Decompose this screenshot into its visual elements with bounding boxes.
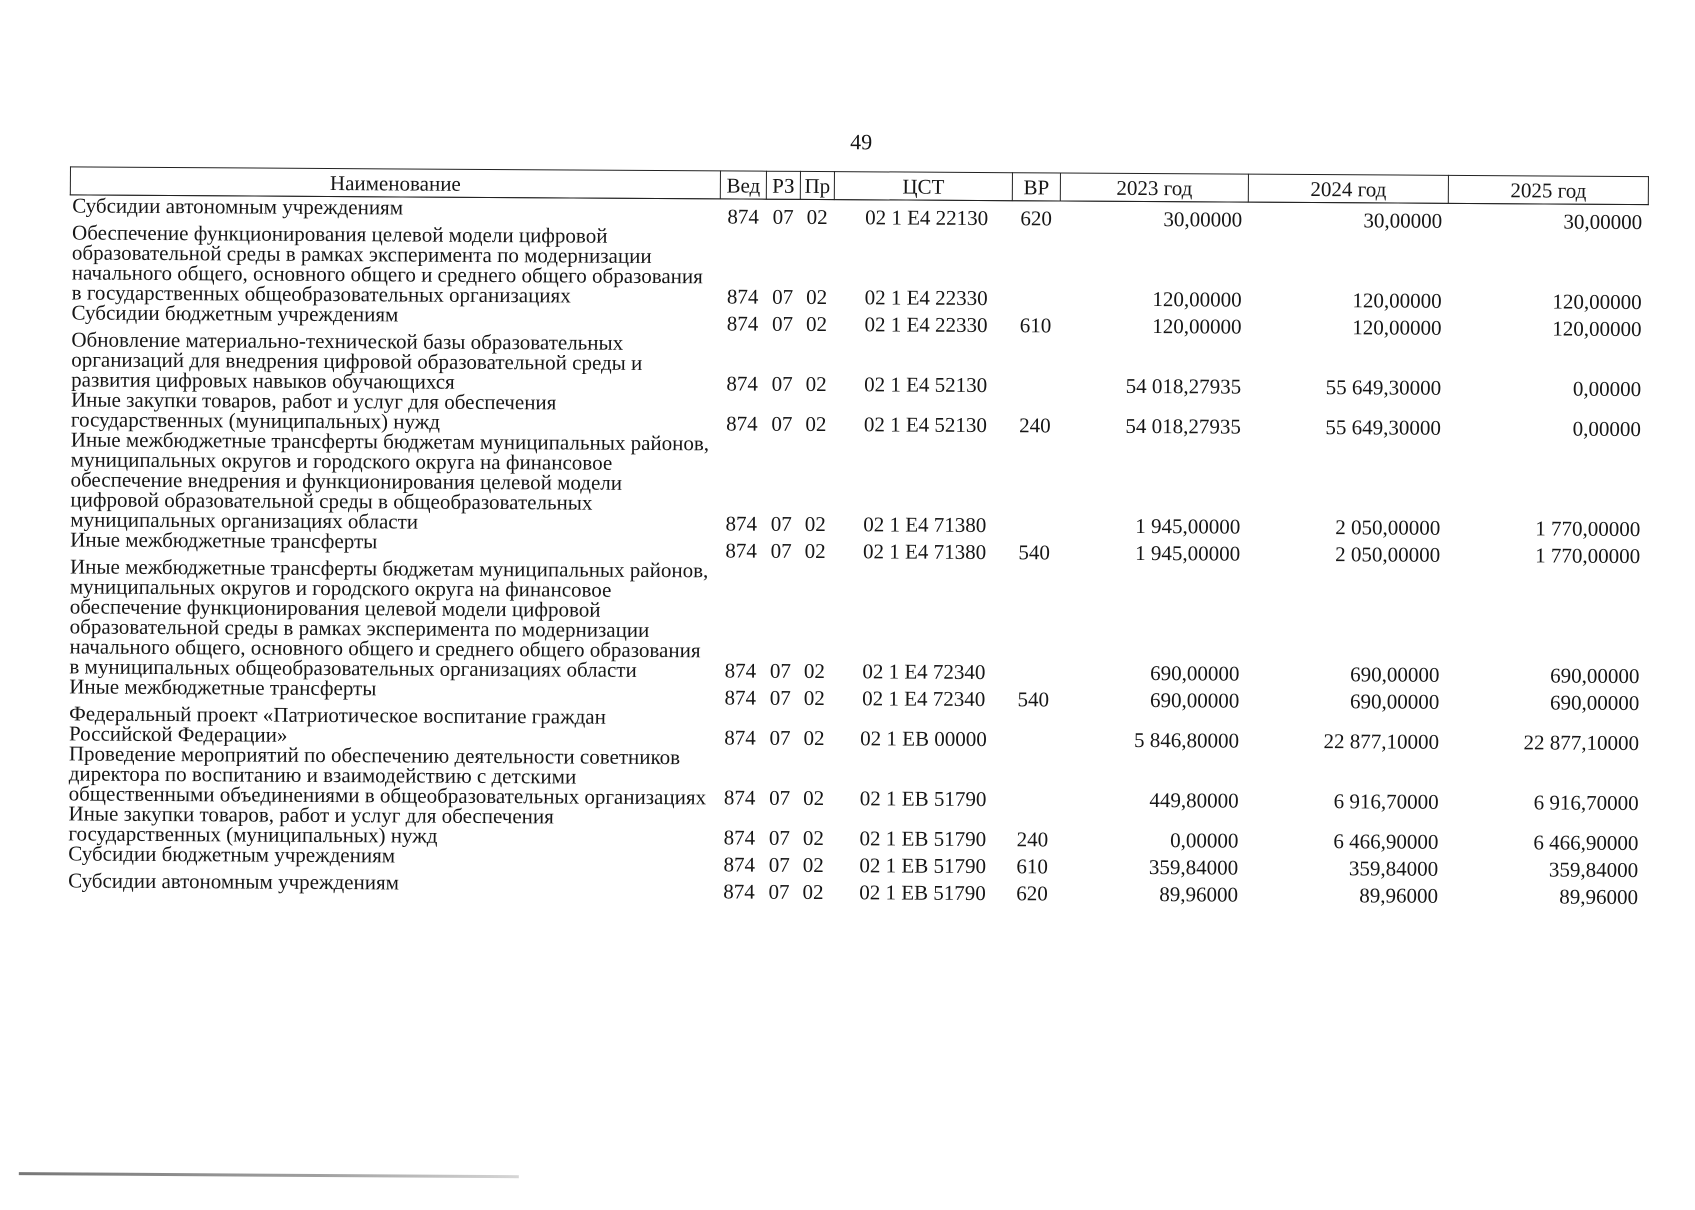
row-2024: 6 466,90000 <box>1333 828 1439 854</box>
row-ved: 874 <box>724 684 757 710</box>
row-pr: 02 <box>804 538 826 563</box>
row-2024: 2 050,00000 <box>1335 541 1441 567</box>
row-2023: 54 018,27935 <box>1125 373 1242 399</box>
row-cst: 02 1 EB 00000 <box>860 725 987 751</box>
row-cst: 02 1 E4 22130 <box>865 204 989 230</box>
row-rz: 07 <box>770 511 792 536</box>
header-rz: РЗ <box>766 171 800 199</box>
row-cst: 02 1 E4 72340 <box>862 658 986 684</box>
row-ved: 874 <box>725 510 758 536</box>
row-vr <box>1010 435 1059 535</box>
row-ved: 874 <box>723 878 755 904</box>
row-2025: 120,00000 <box>1552 315 1642 341</box>
row-rz: 07 <box>769 725 791 750</box>
row-2025: 6 916,70000 <box>1533 789 1639 815</box>
row-ved: 874 <box>724 724 756 750</box>
row-2024: 22 877,10000 <box>1323 728 1440 754</box>
row-vr: 620 <box>1020 205 1053 230</box>
header-2023: 2023 год <box>1060 173 1248 202</box>
table-row <box>67 556 1646 686</box>
row-ved: 874 <box>726 410 758 436</box>
row-2024: 55 649,30000 <box>1325 414 1441 440</box>
row-ved: 874 <box>726 283 759 309</box>
row-ved: 874 <box>727 203 760 229</box>
row-rz: 07 <box>771 371 793 396</box>
row-pr: 02 <box>806 284 828 309</box>
row-rz: 07 <box>772 284 794 309</box>
row-pr: 02 <box>803 725 825 750</box>
row-2024: 690,00000 <box>1350 661 1440 687</box>
row-pr: 02 <box>803 685 825 710</box>
row-name: Иные межбюджетные трансферты <box>69 673 377 700</box>
row-2025: 690,00000 <box>1550 662 1640 688</box>
row-cst: 02 1 E4 71380 <box>863 538 987 564</box>
header-pr: Пр <box>800 171 834 199</box>
row-vr <box>1009 709 1057 749</box>
row-vr <box>1011 335 1059 395</box>
row-2024: 30,00000 <box>1363 207 1443 233</box>
row-ved: 874 <box>726 310 759 336</box>
row-cst: 02 1 EB 51790 <box>859 785 987 811</box>
row-vr: 540 <box>1018 539 1050 564</box>
row-cst: 02 1 EB 51790 <box>859 852 987 878</box>
row-cst: 02 1 E4 22330 <box>864 284 988 310</box>
row-ved: 874 <box>723 784 756 810</box>
row-name: Федеральный проект «Патриотическое воспитание граждан Российской Федерации» <box>68 700 606 747</box>
header-2024: 2024 год <box>1248 174 1448 203</box>
row-pr: 02 <box>802 825 824 850</box>
row-rz: 07 <box>768 852 790 877</box>
header-name: Наименование <box>70 167 720 199</box>
budget-table <box>66 166 1649 909</box>
row-2023: 359,84000 <box>1148 854 1239 880</box>
row-pr: 02 <box>804 511 826 536</box>
row-2023: 690,00000 <box>1149 687 1240 713</box>
row-ved: 874 <box>725 537 757 563</box>
row-2025: 6 466,90000 <box>1533 829 1639 855</box>
row-cst: 02 1 EB 51790 <box>859 879 986 905</box>
row-2023: 690,00000 <box>1150 660 1240 686</box>
row-rz: 07 <box>769 785 791 810</box>
row-ved: 874 <box>724 657 757 683</box>
row-2023: 5 846,80000 <box>1133 727 1240 753</box>
row-vr <box>1012 228 1060 308</box>
table-row <box>68 429 1647 539</box>
row-2025: 22 877,10000 <box>1523 729 1640 755</box>
row-name: Обновление материально-технической базы образовательных организаций для внедрения цифровой образовательной среды и развития цифровых навыков обучающихся <box>71 326 643 394</box>
row-2024: 120,00000 <box>1352 314 1442 340</box>
page-number: 49 <box>850 129 873 155</box>
row-name: Иные закупки товаров, работ и услуг для обеспечения государственных (муниципальных) нужд <box>70 386 557 434</box>
row-vr: 540 <box>1017 686 1050 711</box>
row-2024: 690,00000 <box>1349 688 1440 714</box>
row-vr <box>1009 562 1058 682</box>
row-vr: 620 <box>1016 880 1048 905</box>
row-2025: 359,84000 <box>1548 856 1639 882</box>
row-name: Иные закупки товаров, работ и услуг для обеспечения государственных (муниципальных) нужд <box>68 800 554 848</box>
row-rz: 07 <box>769 685 791 710</box>
row-cst: 02 1 E4 71380 <box>863 511 987 537</box>
row-2023: 54 018,27935 <box>1125 413 1241 439</box>
row-2024: 2 050,00000 <box>1335 514 1441 540</box>
row-pr: 02 <box>802 852 824 877</box>
row-ved: 874 <box>723 824 756 850</box>
row-ved: 874 <box>723 851 756 877</box>
row-2025: 120,00000 <box>1552 288 1642 314</box>
header-cst: ЦСТ <box>834 172 1012 201</box>
row-2023: 1 945,00000 <box>1135 513 1241 539</box>
header-vr: ВР <box>1012 173 1060 201</box>
row-2023: 1 945,00000 <box>1135 540 1241 566</box>
row-2025: 1 770,00000 <box>1535 515 1641 541</box>
row-2023: 0,00000 <box>1170 827 1239 853</box>
row-name: Субсидии бюджетным учреждениям <box>68 840 396 867</box>
header-ved: Вед <box>720 171 766 199</box>
row-name: Иные межбюджетные трансферты <box>70 526 378 553</box>
row-rz: 07 <box>771 411 793 436</box>
row-vr <box>1009 749 1057 809</box>
row-2024: 359,84000 <box>1348 855 1439 881</box>
row-rz: 07 <box>771 311 794 336</box>
row-ved: 874 <box>726 370 758 396</box>
row-2024: 55 649,30000 <box>1325 374 1442 400</box>
row-cst: 02 1 EB 51790 <box>859 825 987 851</box>
row-name: Проведение мероприятий по обеспечению деятельности советников директора по воспитанию и взаимодействию с детскими общественными объединениями в общеобразовательных организациях <box>68 740 707 809</box>
row-pr: 02 <box>802 879 824 904</box>
row-rz: 07 <box>768 825 790 850</box>
row-cst: 02 1 E4 52130 <box>863 411 988 437</box>
row-name: Иные межбюджетные трансферты бюджетам муниципальных районов, муниципальных округов и городского округа на финансовое обеспечение внедрения и функционирования целевой модели цифровой образовательной среды в общеобразовательных муниципальных организациях области <box>70 426 710 534</box>
row-pr: 02 <box>805 311 828 336</box>
row-2023: 449,80000 <box>1149 787 1239 813</box>
row-cst: 02 1 E4 52130 <box>864 371 988 397</box>
row-rz: 07 <box>768 879 790 904</box>
row-name: Субсидии автономным учреждениям <box>72 193 404 220</box>
row-cst: 02 1 E4 72340 <box>862 685 986 711</box>
row-vr: 240 <box>1019 412 1051 437</box>
row-2025: 690,00000 <box>1549 689 1640 715</box>
row-2023: 120,00000 <box>1152 313 1242 339</box>
row-vr: 240 <box>1016 826 1049 851</box>
row-vr: 610 <box>1019 312 1052 337</box>
row-2024: 89,96000 <box>1359 882 1439 908</box>
row-name: Иные межбюджетные трансферты бюджетам муниципальных районов, муниципальных округов и городского округа на финансовое обеспечение функционирования целевой модели цифровой образовательной среды в рамках эксперимента по модернизации начального общего, основного общего и среднего общего образования в муниципальных общеобразовательных организациях области <box>69 553 709 682</box>
row-pr: 02 <box>805 371 827 396</box>
row-2025: 0,00000 <box>1572 376 1642 401</box>
row-pr: 02 <box>806 204 828 229</box>
row-pr: 02 <box>803 658 825 683</box>
row-rz: 07 <box>769 658 791 683</box>
row-2025: 30,00000 <box>1563 209 1643 234</box>
row-2024: 6 916,70000 <box>1333 788 1439 814</box>
row-pr: 02 <box>803 785 825 810</box>
row-name: Обеспечение функционирования целевой модели цифровой образовательной среды в рамках эксперимента по модернизации начального общего, основного общего и среднего общего образования в государственных общеобразовательных организациях <box>71 219 703 307</box>
row-2025: 89,96000 <box>1559 884 1639 909</box>
row-rz: 07 <box>772 204 794 229</box>
row-2025: 0,00000 <box>1572 416 1641 441</box>
row-rz: 07 <box>770 538 792 563</box>
row-2023: 30,00000 <box>1163 206 1243 232</box>
row-cst: 02 1 E4 22330 <box>864 311 988 337</box>
row-name: Субсидии автономным учреждениям <box>68 867 400 894</box>
row-2023: 89,96000 <box>1159 881 1239 907</box>
row-2025: 1 770,00000 <box>1535 542 1641 568</box>
scan-edge-artifact <box>19 1172 519 1178</box>
row-pr: 02 <box>805 411 827 436</box>
header-2025: 2025 год <box>1448 175 1648 204</box>
row-vr: 610 <box>1016 853 1049 878</box>
table-row <box>70 222 1648 312</box>
row-name: Субсидии бюджетным учреждениям <box>71 299 399 326</box>
row-2023: 120,00000 <box>1152 286 1242 312</box>
row-2024: 120,00000 <box>1352 287 1442 313</box>
